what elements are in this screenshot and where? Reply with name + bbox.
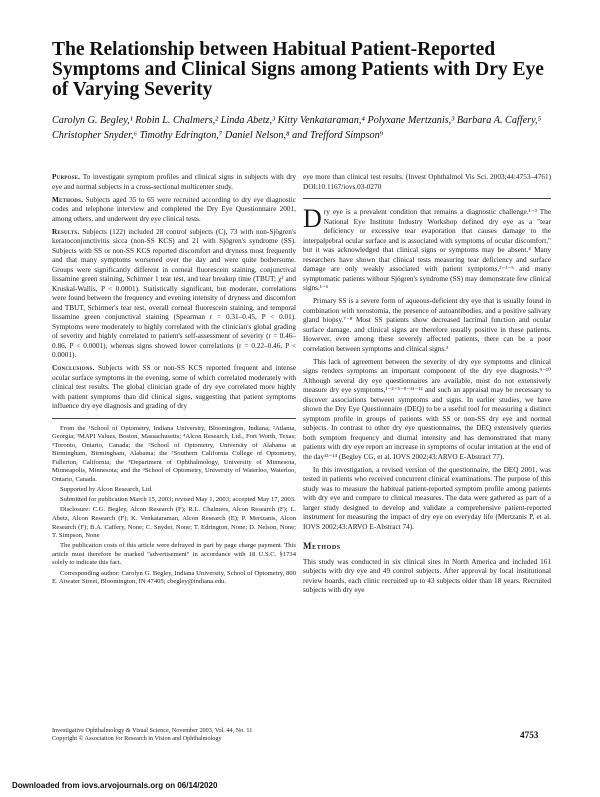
footnote-corresponding-author: Corresponding author: Carolyn G. Begley, Indiana University, School of Optometry, 800 E. Atwater Street, Bloomington, IN 47405; cbegley@indiana.edu. xyxy=(52,569,296,586)
abstract-methods xyxy=(52,196,296,225)
journal-footer xyxy=(52,727,382,743)
author-list: Carolyn G. Begley,¹ Robin L. Chalmers,² Linda Abetz,³ Kitty Venkataraman,⁴ Polyxane Mertzanis,³ Barbara A. Caffery,⁵ Christopher Snyder,⁶ Timothy Edrington,⁷ Daniel Nelson,⁸ and Trefford Simpson⁹ xyxy=(52,115,542,141)
abstract-divider xyxy=(303,198,551,199)
download-notice: Downloaded from iovs.arvojournals.org on 06/14/2020 xyxy=(12,781,218,790)
footnote-divider xyxy=(52,418,296,419)
drop-cap: D xyxy=(303,204,322,233)
footnote-support: Supported by Alcon Research, Ltd. xyxy=(60,486,153,494)
copyright-line: Copyright © Association for Research in Vision and Ophthalmology xyxy=(52,734,222,742)
footnote-publication-costs: The publication costs of this article were defrayed in part by page charge payment. This article must therefore be marked "advertisement" in accordance with 18 U.S.C. §1734 solely to indicate this fact. xyxy=(52,542,296,567)
intro-p1-text: ry eye is a prevalent condition that remains a diagnostic challenge.¹⁻³ The National Eye Institute Industry Workshop defined dry eye as a "tear deficiency or excessive tear evaporation that causes damage to the interpalpebral ocular surface and is associated with symptoms of ocular discomfort," but it was acknowledged that clinical signs or symptoms may be absent.⁴ Many researchers have shown that clinical tests measuring tear deficiency and surface damage are only weakly associated with patient symptoms,²⁻³⁻⁵ and many symptomatic patients without Sjögren's syndrome (SS) may demonstrate few clinical signs.¹⁻⁶ xyxy=(303,208,551,292)
purpose-text: To investigate symptom profiles and clinical signs in subjects with dry eye and normal subjects in a cross-sectional multicenter study. xyxy=(52,173,296,191)
left-column xyxy=(52,173,296,588)
methods-label: Methods. xyxy=(52,195,84,204)
intro-paragraph-3: This lack of agreement between the severity of dry eye symptoms and clinical signs renders symptoms an important component of the dry eye diagnosis.⁹⁻¹⁰ Although several dry eye questionnaires are available, most do not extensively measure dry eye symptoms,¹⁻³⁻⁵⁻⁸⁻¹¹⁻¹² and such an appraisal may be necessary to discover associations between symptoms and signs. In earlier studies, we have shown the Dry Eye Questionnaire (DEQ) to be a useful tool for measuring a distinct symptom profile in groups of patients with SS or non-SS dry eye and normal subjects. In contrast to other dry eye questionnaires, the DEQ extensively queries both symptom frequency and diurnal intensity and has demonstrated that many patients with dry eye report an increase in symptoms of ocular irritation at the end of the day¹³⁻¹⁴ (Begley CG, et al. IOVS 2002;43:ARVO E-Abstract 77). xyxy=(303,357,551,461)
footnote-submitted: Submitted for publication March 15, 2003; revised May 1, 2003; accepted May 17, 2003. xyxy=(60,496,296,504)
page-number: 4753 xyxy=(520,730,539,740)
footnote-affiliations: From the ¹School of Optometry, Indiana University, Bloomington, Indiana; ²Atlanta, Georgia; ³MAPI Values, Boston, Massachusetts; ⁴Alcon Research, Ltd., Fort Worth, Texas; ⁵Toronto, Ontario, Canada; the ⁶School of Optometry, University of Alabama at Birmingham, Birmingham, Alabama; the ⁷Southern California College of Optometry, Fullerton, California; the ⁸Department of Ophthalmology, University of Minnesota, Minneapolis, Minnesota; and the ⁹School of Optometry, University of Waterloo, Waterloo, Ontario, Canada. xyxy=(52,424,296,484)
results-text: Subjects (122) included 28 control subjects (C), 73 with non-Sjögren's keratoconjunctivitis sicca (non-SS KCS) and 21 with Sjögren's syndrome (SS). Subjects with SS or non-SS KCS reported discomfort and dryness most frequently and that many symptoms worsened over the day and were quite bothersome. Groups were significantly different in corneal fluorescein staining, conjunctival lissamine green staining, Schirmer 1 tear test, and tear breakup time (TBUT; χ² and Kruskal-Wallis, P < 0.0001). Statistically significant, but moderate, correlations were found between the frequency and evening intensity of dryness and discomfort and TBUT, Schirmer's tear test, overall corneal fluorescein staining, and temporal lissamine green conjunctival staining (Spearman r = 0.31–0.45, P < 0.01). Symptoms were moderately to highly correlated with the clinician's global grading of severity and highly correlated to patient's self-assessment of severity (r = 0.46–0.86, P < 0.0001), whereas signs showed lower correlations (r = 0.22–0.46, P < 0.0001). xyxy=(52,227,296,359)
methods-heading: Methods xyxy=(303,541,341,551)
footnote-disclosure: Disclosure: C.G. Begley, Alcon Research (F); R.L. Chalmers, Alcon Research (F); L. Abetz, Alcon Research (F); K. Venkataraman, Alcon Research (E); P. Mertzanis, Alcon Research (F); B.A. Caffery, None; C. Snyder, None; T. Edrington, None; D. Nelson, None; T. Simpson, None xyxy=(52,506,296,540)
article-title: The Relationship between Habitual Patient-Reported Symptoms and Clinical Signs among Patients with Dry Eye of Varying Severity xyxy=(52,39,544,100)
abstract-continuation: eye more than clinical test results. (Invest Ophthalmol Vis Sci. 2003;44:4753–4761) DOI:10.1167/iovs.03-0270 xyxy=(303,173,551,191)
abstract-purpose xyxy=(52,173,296,192)
results-label: Results. xyxy=(52,227,80,236)
abstract-conclusions xyxy=(52,364,296,412)
right-column xyxy=(303,173,551,599)
abstract-results xyxy=(52,228,296,361)
journal-citation: Investigative Ophthalmology & Visual Science, November 2003, Vol. 44, No. 11 xyxy=(52,727,253,734)
methods-paragraph-1: This study was conducted in six clinical sites in North America and included 161 subjects with dry eye and 49 control subjects. After approval by local institutional review boards, each clinic recruited up to 43 subjects older than 18 years. Recruited subjects with dry eye xyxy=(303,557,551,594)
purpose-label: Purpose. xyxy=(52,173,81,181)
intro-paragraph-2: Primary SS is a severe form of aqueous-deficient dry eye that is usually found in combination with xerostomia, the presence of autoantibodies, and a positive salivary gland biopsy.⁷⁻⁸ Most SS patients show decreased lacrimal function and ocular surface damage, and clinical signs are therefore usually positive in these patients. However, even among these severely affected patients, there can be a poor correlation between symptoms and clinical signs.⁵ xyxy=(303,297,551,353)
intro-paragraph-4: In this investigation, a revised version of the questionnaire, the DEQ 2001, was tested in patients who received concurrent clinical examinations. The purpose of this study was to measure the habitual patient-reported symptom profile among patients with dry eye and compare to clinical measures. The data were gathered as part of a larger study designed to develop and validate a comprehensive patient-reported instrument for measuring the impact of dry eye on everyday life (Mertzanis P, et al. IOVS 2002;43:ARVO E-Abstract 74). xyxy=(303,465,551,531)
conclusions-label: Conclusions. xyxy=(52,364,95,372)
intro-paragraph-1 xyxy=(303,204,551,294)
methods-text: Subjects aged 35 to 65 were recruited according to dry eye diagnostic codes and telephone interview and completed the Dry Eye Questionnaire 2001, among others, and underwent dry eye clinical tests. xyxy=(52,195,296,223)
conclusions-text: Subjects with SS or non-SS KCS reported frequent and intense ocular surface symptoms in the evening, some of which correlated moderately with clinical test results. The global clinician grade of dry eye correlated more highly with patient symptoms than did clinical signs, suggesting that patient symptoms influence dry eye diagnosis and grading of dry xyxy=(52,364,296,410)
